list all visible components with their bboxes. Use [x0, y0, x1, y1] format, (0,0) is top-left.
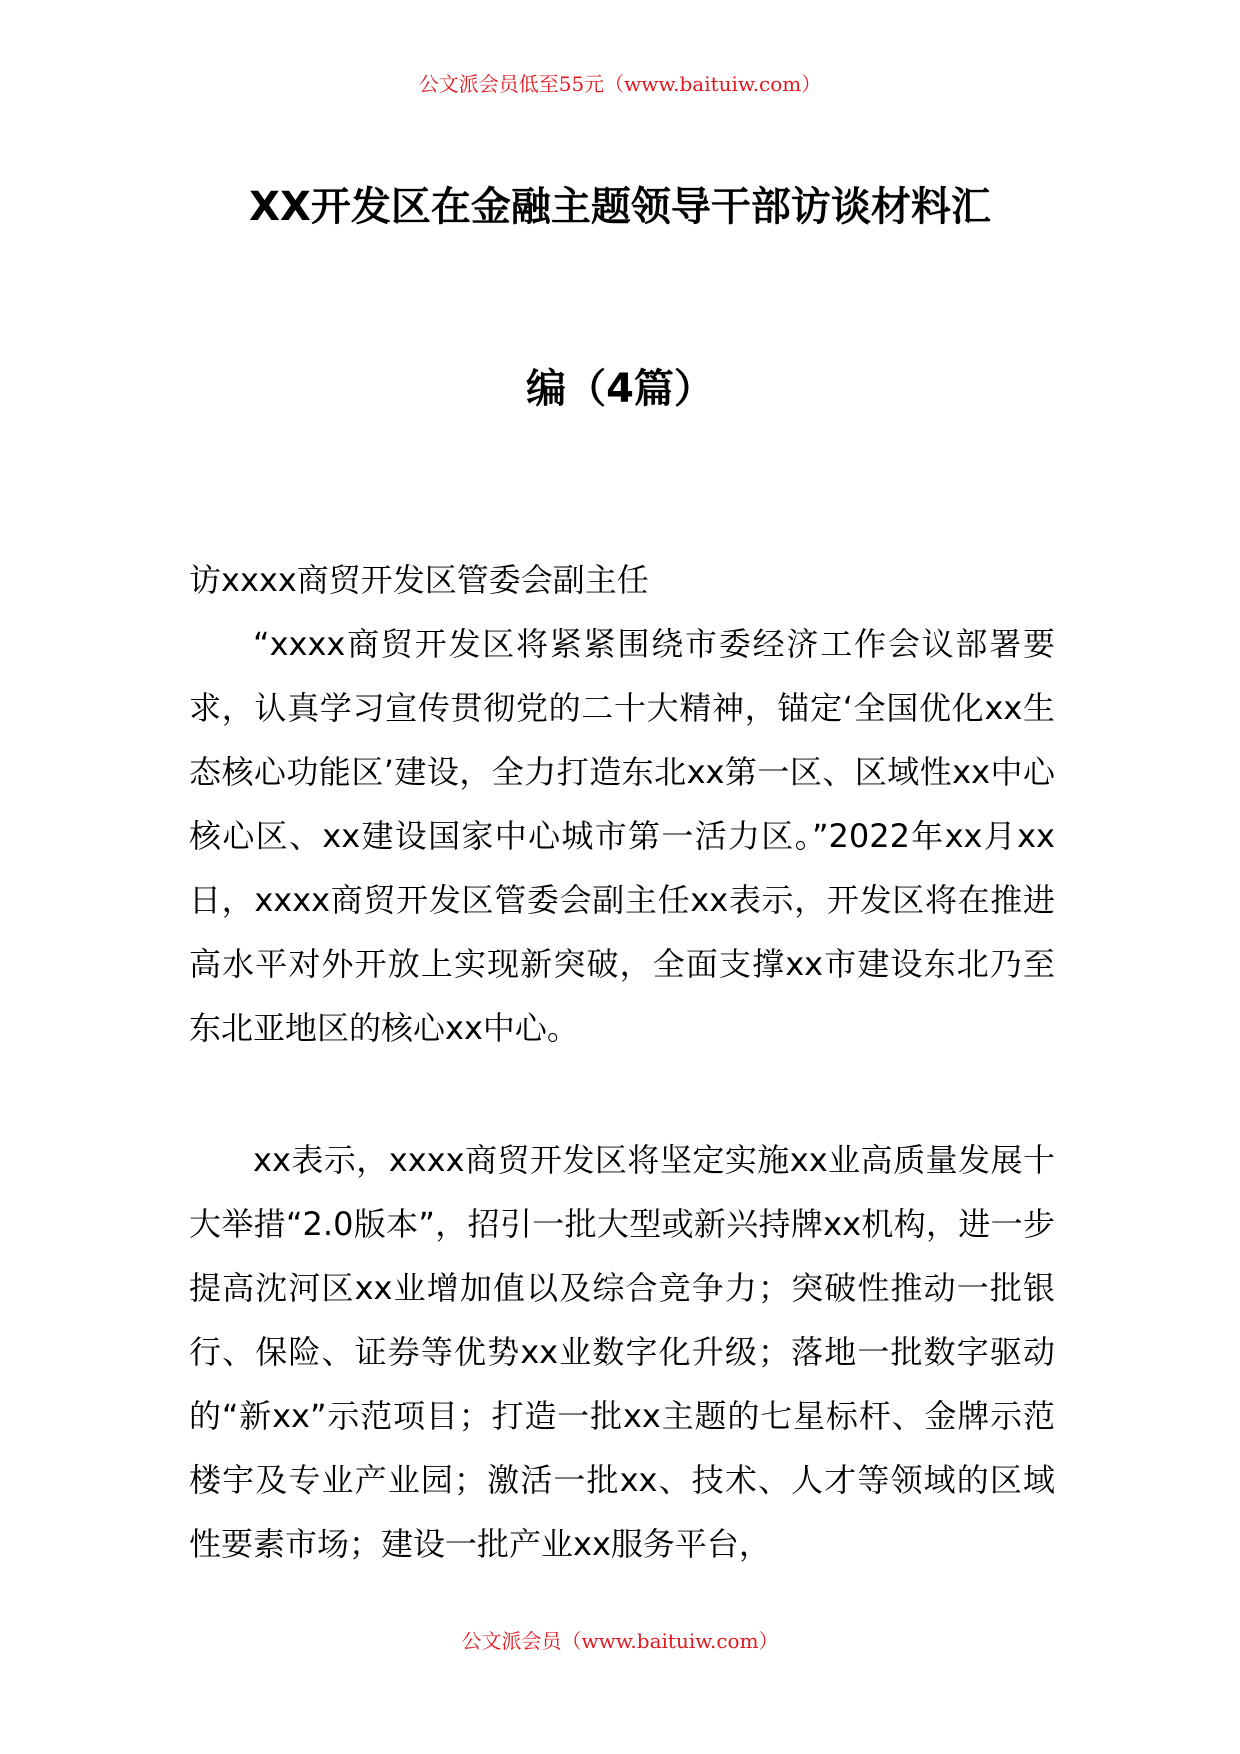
paragraph-2: xx表示，xxxx商贸开发区将坚定实施xx业高质量发展十大举措“2.0版本”，招引一批大型或新兴持牌xx机构，进一步提高沈河区xx业增加值以及综合竞争力；突破性推动一批银行、保险、证券等优势xx业数字化升级；落地一批数字驱动的“新xx”示范项目；打造一批xx主题的七星标杆、金牌示范楼宇及专业产业园；激活一批xx、技术、人才等领域的区域性要素市场；建设一批产业xx服务平台， — [189, 1141, 1055, 1563]
document-title-line-1: XX开发区在金融主题领导干部访谈材料汇 — [249, 184, 991, 230]
paragraph-1: “xxxx商贸开发区将紧紧围绕市委经济工作会议部署要求，认真学习宣传贯彻党的二十大精神，锚定‘全国优化xx生态核心功能区’建设，全力打造东北xx第一区、区域性xx中心核心区、xx建设国家中心城市第一活力区。”2022年xx月xx日，xxxx商贸开发区管委会副主任xx表示，开发区将在推进高水平对外开放上实现新突破，全面支撑xx市建设东北乃至东北亚地区的核心xx中心。 — [189, 625, 1055, 1047]
document-title-line-2: 编（4篇） — [526, 366, 714, 412]
interview-byline: 访xxxx商贸开发区管委会副主任 — [189, 561, 649, 599]
header-promo-note: 公文派会员低至55元（www.baituiw.com） — [418, 72, 822, 96]
footer-promo-note: 公文派会员（www.baituiw.com） — [461, 1629, 779, 1653]
document-body — [189, 548, 1055, 1576]
